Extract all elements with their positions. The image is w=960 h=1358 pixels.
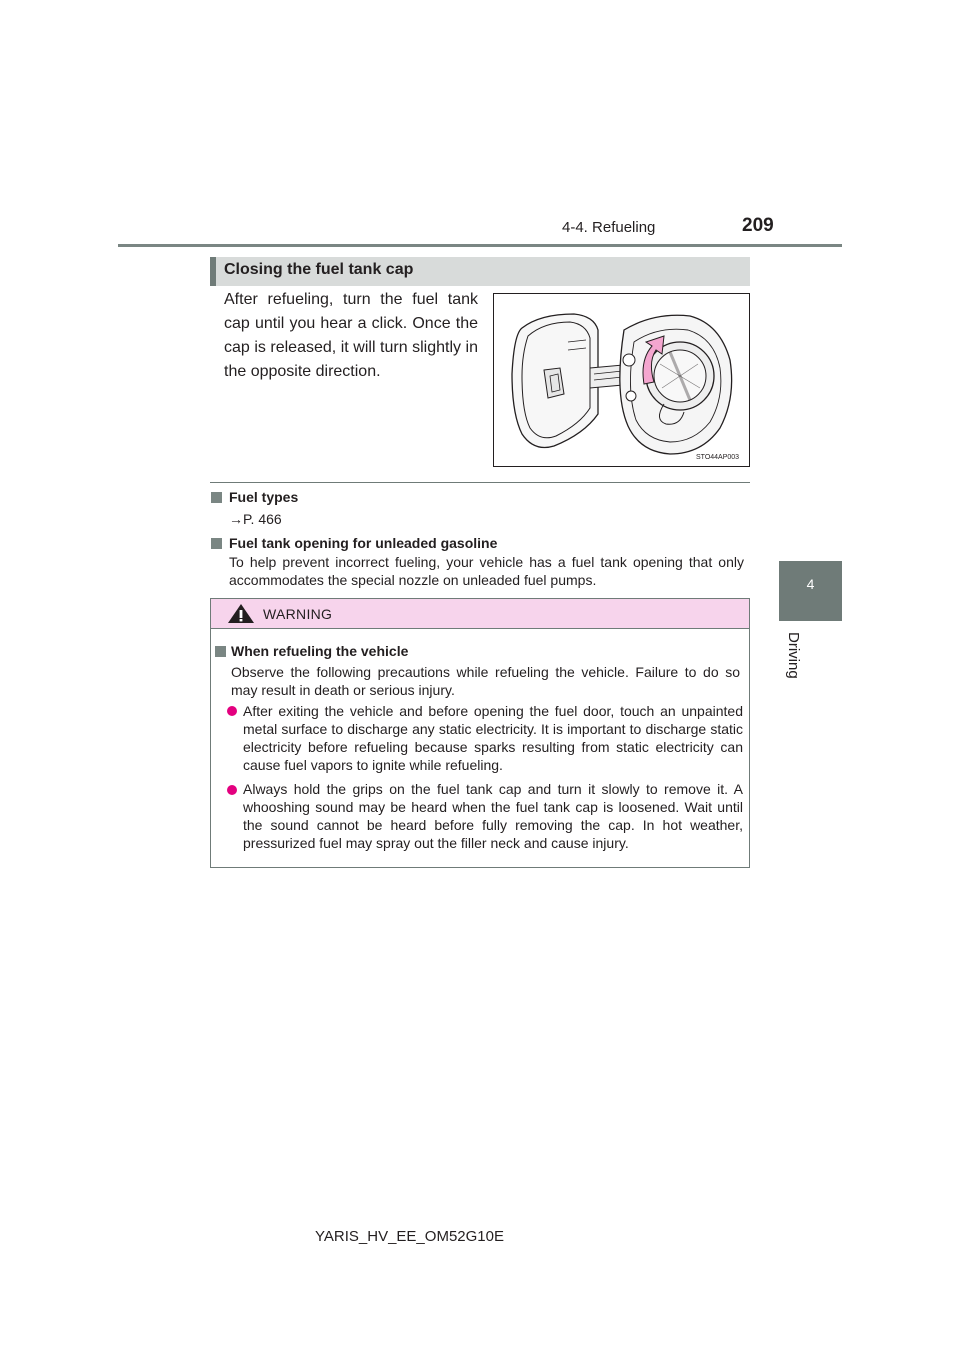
warning-item-bullet — [227, 785, 237, 795]
warning-triangle-icon — [226, 602, 256, 624]
note-bullet — [211, 538, 222, 549]
note-bullet — [211, 492, 222, 503]
warning-item-bullet — [227, 706, 237, 716]
fuel-door-drawing — [494, 294, 749, 466]
chapter-name: Driving — [785, 632, 802, 679]
figure-code: STO44AP003 — [696, 454, 740, 461]
warning-title: When refueling the vehicle — [231, 643, 409, 659]
section-heading-marker — [210, 257, 216, 286]
fuel-cap-illustration — [493, 293, 750, 467]
warning-item: After exiting the vehicle and before opening the fuel door, touch an unpainted metal surface to discharge any static electricity. It is important to discharge static electricity before refueling because sparks resulting from static electricity can cause fuel vapors to ignite while refueling. — [243, 703, 743, 773]
content-divider — [210, 482, 750, 483]
warning-item: Always hold the grips on the fuel tank cap and turn it slowly to remove it. A whooshing sound may be heard when the fuel tank cap is loosened. Wait until the sound cannot be heard before fully removing the cap. In hot weather, pressurized fuel may spray out the filler neck and cause injury. — [243, 781, 743, 851]
chapter-number: 4 — [806, 576, 815, 592]
section-heading: Closing the fuel tank cap — [224, 261, 414, 278]
note-body-tank-opening: To help prevent incorrect fueling, your vehicle has a fuel tank opening that only accommodates the special nozzle on unleaded fuel pumps. — [229, 554, 744, 588]
note-title-tank-opening: Fuel tank opening for unleaded gasoline — [229, 535, 498, 551]
note-body-fuel-types: →P. 466 — [229, 511, 282, 527]
warning-title-bullet — [215, 646, 226, 657]
intro-paragraph: After refueling, turn the fuel tank cap until you hear a click. Once the cap is released, it will turn slightly in the opposite direction. — [224, 291, 478, 380]
note-title-fuel-types: Fuel types — [229, 489, 299, 505]
document-code: YARIS_HV_EE_OM52G10E — [315, 1228, 504, 1245]
warning-intro: Observe the following precautions while refueling the vehicle. Failure to do so may result in death or serious injury. — [231, 664, 740, 698]
page-number: 209 — [742, 215, 774, 236]
header-rule — [118, 244, 842, 247]
warning-label: WARNING — [263, 606, 333, 622]
section-title: 4-4. Refueling — [562, 219, 656, 236]
